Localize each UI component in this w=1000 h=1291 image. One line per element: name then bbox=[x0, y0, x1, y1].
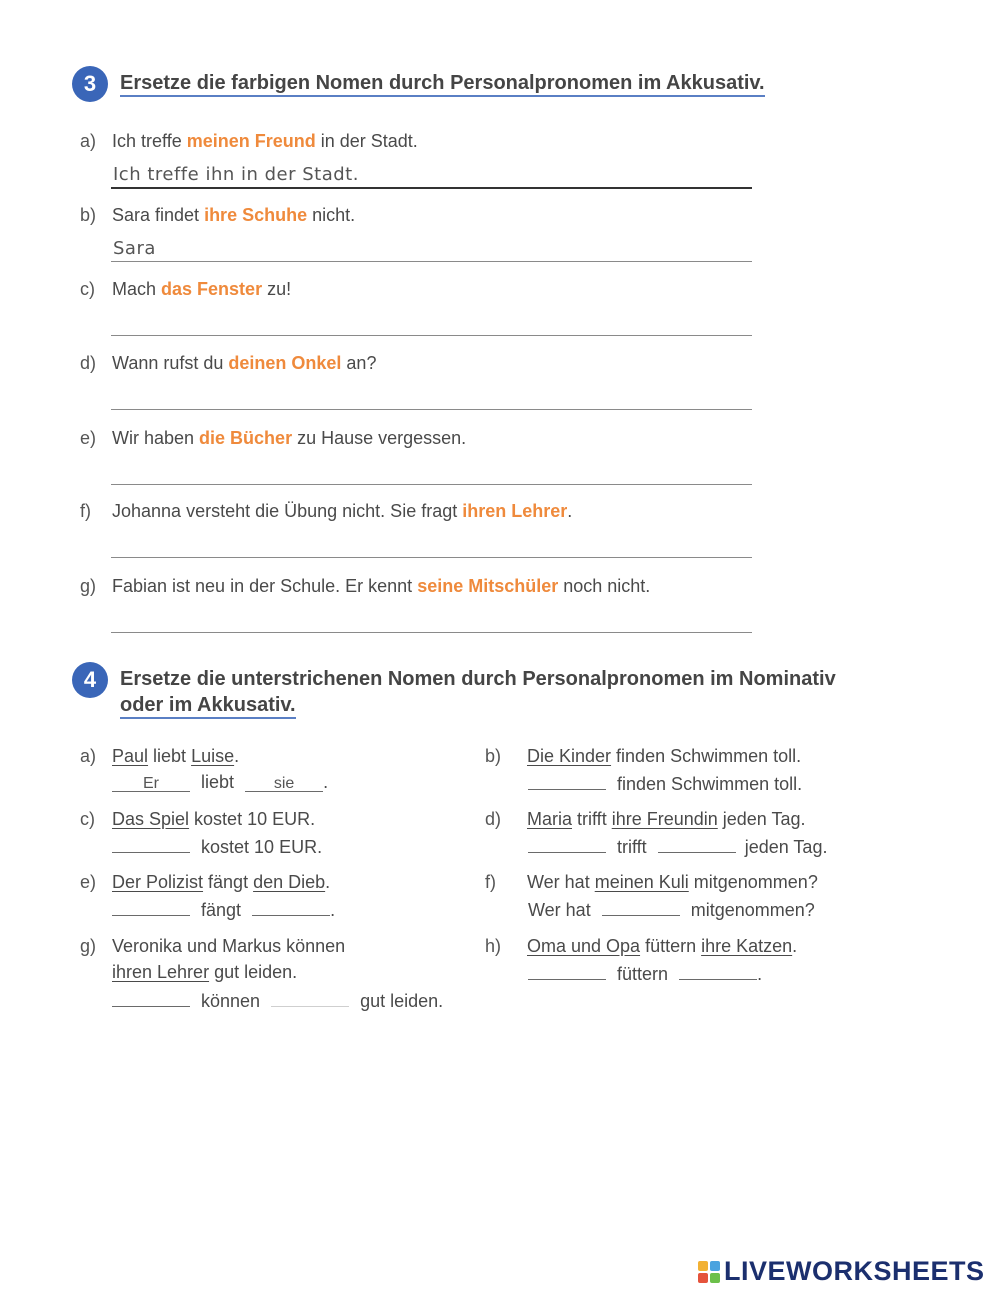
answer-blank[interactable]: Er bbox=[112, 773, 190, 792]
answer-blank[interactable]: sie bbox=[245, 773, 323, 792]
exercise-4a: a) Paul liebt Luise. bbox=[80, 746, 240, 766]
answer-blank[interactable] bbox=[528, 771, 606, 790]
exercise-4b: b) Die Kinder finden Schwimmen toll. bbox=[485, 746, 802, 766]
answer-blank[interactable] bbox=[112, 988, 190, 1007]
answer-blank[interactable] bbox=[602, 897, 680, 916]
exercise-4g-line2: ihren Lehrer gut leiden. bbox=[112, 962, 298, 982]
section-title-line1: Ersetze die unterstrichenen Nomen durch Personalpronomen im Nominativ bbox=[120, 668, 836, 690]
exercise-4d-answer: trifft jeden Tag. bbox=[528, 834, 827, 858]
section-number-badge: 3 bbox=[72, 66, 108, 102]
answer-text: Sara bbox=[113, 238, 156, 259]
answer-blank[interactable] bbox=[658, 834, 736, 853]
exercise-4f-answer: Wer hat mitgenommen? bbox=[528, 897, 815, 921]
answer-blank[interactable] bbox=[252, 897, 330, 916]
exercise-4d: d) Maria trifft ihre Freundin jeden Tag. bbox=[485, 809, 806, 829]
liveworksheets-logo bbox=[698, 1256, 985, 1287]
section-title: Ersetze die farbigen Nomen durch Personalpronomen im Akkusativ. bbox=[120, 70, 765, 96]
exercise-3-item: e) Wir haben die Bücher zu Hause vergessen. bbox=[80, 428, 467, 448]
answer-line[interactable] bbox=[111, 231, 752, 262]
exercise-3-item: b) Sara findet ihre Schuhe nicht. bbox=[80, 205, 356, 225]
answer-line[interactable] bbox=[111, 305, 752, 336]
answer-blank[interactable] bbox=[528, 961, 606, 980]
logo-cubes-icon bbox=[698, 1261, 720, 1283]
exercise-3-item: c) Mach das Fenster zu! bbox=[80, 279, 292, 299]
exercise-4f: f) Wer hat meinen Kuli mitgenommen? bbox=[485, 872, 818, 892]
exercise-4c-answer: kostet 10 EUR. bbox=[112, 834, 322, 858]
exercise-3-item: g) Fabian ist neu in der Schule. Er kennt seine Mitschüler noch nicht. bbox=[80, 576, 651, 596]
answer-blank[interactable] bbox=[528, 834, 606, 853]
exercise-4e-answer: fängt . bbox=[112, 897, 335, 921]
answer-line[interactable] bbox=[111, 379, 752, 410]
exercise-4g-answer: können gut leiden. bbox=[112, 988, 443, 1012]
answer-text: Ich treffe ihn in der Stadt. bbox=[113, 164, 359, 185]
section-title-line2: oder im Akkusativ. bbox=[120, 692, 296, 718]
answer-blank[interactable] bbox=[112, 897, 190, 916]
exercise-4b-answer: finden Schwimmen toll. bbox=[528, 771, 802, 795]
logo-text: LIVEWORKSHEETS bbox=[724, 1256, 985, 1286]
exercise-4g: g) Veronika und Markus können bbox=[80, 936, 346, 956]
exercise-4a-answer: Er liebt sie . bbox=[112, 771, 328, 793]
answer-line[interactable] bbox=[111, 527, 752, 558]
exercise-4e: e) Der Polizist fängt den Dieb. bbox=[80, 872, 331, 892]
exercise-3-item: f) Johanna versteht die Übung nicht. Sie fragt ihren Lehrer. bbox=[80, 501, 573, 521]
answer-blank[interactable] bbox=[112, 834, 190, 853]
section-number-badge: 4 bbox=[72, 662, 108, 698]
answer-line[interactable] bbox=[111, 157, 752, 189]
answer-line[interactable] bbox=[111, 602, 752, 633]
exercise-3-item: a) Ich treffe meinen Freund in der Stadt. bbox=[80, 131, 418, 151]
answer-blank[interactable] bbox=[679, 961, 757, 980]
exercise-4h: h) Oma und Opa füttern ihre Katzen. bbox=[485, 936, 798, 956]
answer-blank[interactable] bbox=[271, 988, 349, 1007]
exercise-3-item: d) Wann rufst du deinen Onkel an? bbox=[80, 353, 377, 373]
answer-line[interactable] bbox=[111, 454, 752, 485]
exercise-4c: c) Das Spiel kostet 10 EUR. bbox=[80, 809, 316, 829]
exercise-4h-answer: füttern . bbox=[528, 961, 762, 985]
